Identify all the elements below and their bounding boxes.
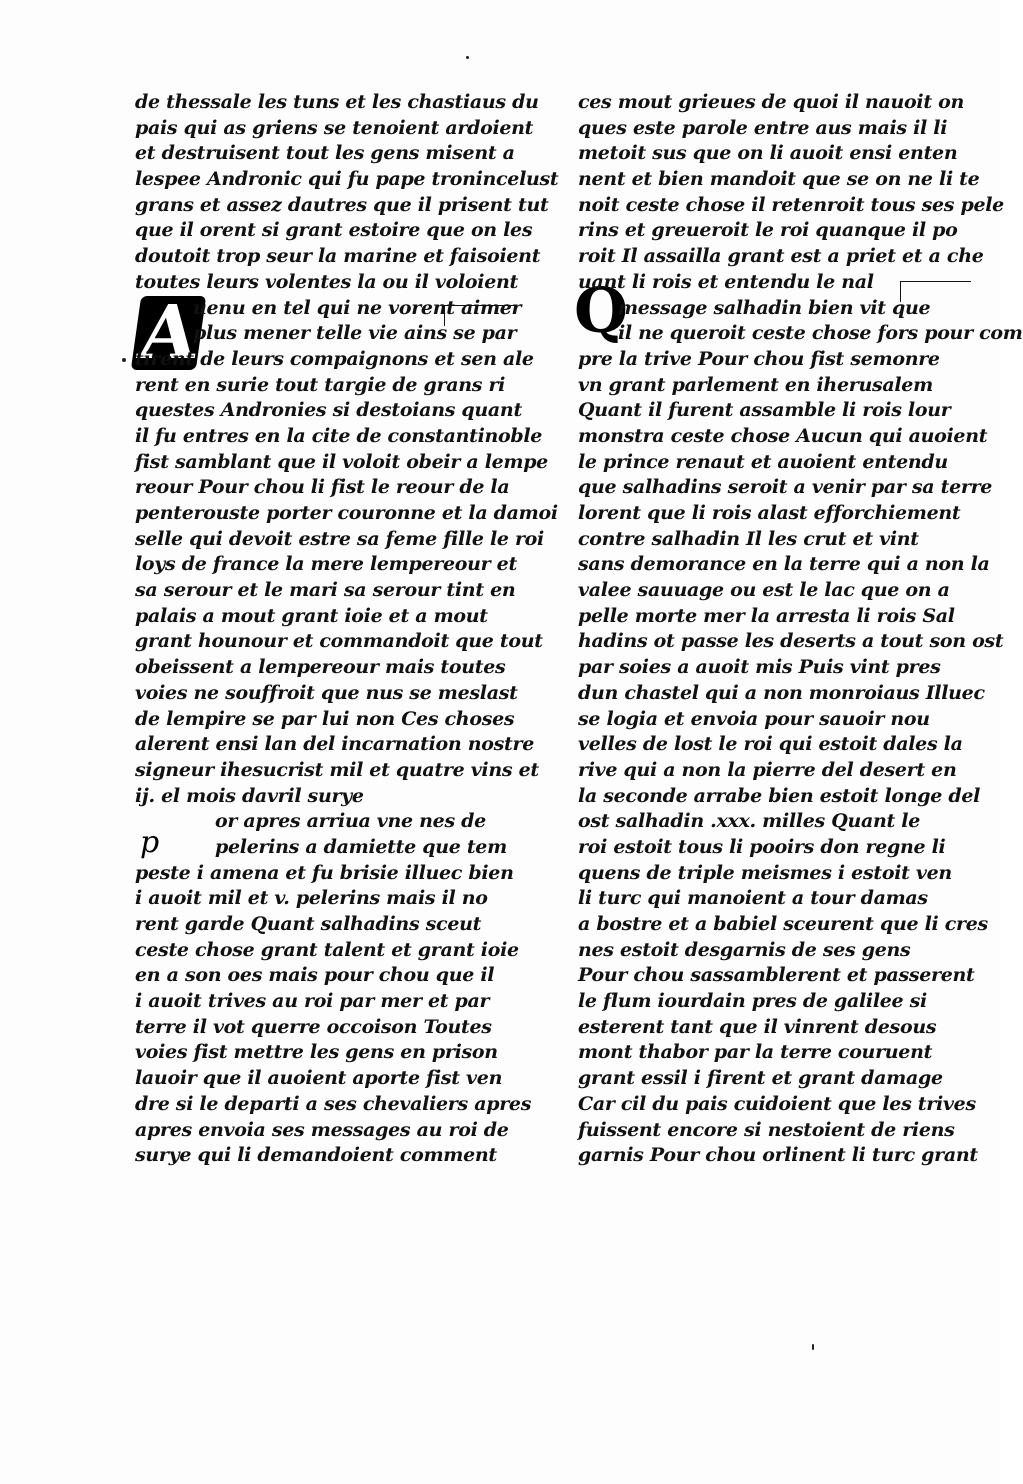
text-line: grans et assez dautres que il prisent tut — [135, 193, 549, 216]
text-line: en a son oes mais pour chou que il — [135, 964, 495, 987]
text-line: ost salhadin .xxx. milles Quant le — [578, 810, 921, 833]
text-line: nes estoit desgarnis de ses gens — [578, 938, 911, 961]
text-line: apres envoia ses messages au roi de — [135, 1118, 509, 1141]
text-line: metoit sus que on li auoit ensi enten — [578, 142, 958, 165]
text-line: fuissent encore si nestoient de riens — [578, 1118, 955, 1141]
text-line: monstra ceste chose Aucun qui auoient — [578, 424, 988, 447]
ink-mark — [812, 1344, 814, 1350]
text-line: le prince renaut et auoient entendu — [578, 450, 948, 473]
text-line: palais a mout grant ioie et a mout — [135, 604, 488, 627]
text-line: quens de triple meismes i estoit ven — [578, 861, 952, 884]
text-line: li turc qui manoient a tour damas — [578, 887, 928, 910]
decorated-initial-a: A — [131, 296, 207, 370]
text-line: tirent de leurs compaignons et sen ale — [135, 347, 534, 370]
text-line: ques este parole entre aus mais il li — [578, 116, 948, 139]
text-line: pais qui as griens se tenoient ardoient — [135, 116, 534, 139]
text-line: noit ceste chose il retenroit tous ses pele — [578, 193, 1004, 216]
text-line: roit Il assailla grant est a priet et a che — [578, 245, 984, 268]
text-line: rins et greueroit le roi quanque il po — [578, 219, 958, 242]
text-line: mont thabor par la terre couruent — [578, 1041, 933, 1064]
text-line: il fu entres en la cite de constantinoble — [135, 424, 543, 447]
text-line: vn grant parlement en iherusalem — [578, 373, 933, 396]
text-line: lauoir que il auoient aporte fist ven — [135, 1067, 503, 1090]
text-line: voies ne souffroit que nus se meslast — [135, 681, 518, 704]
text-line: que il orent si grant estoire que on les — [135, 219, 533, 242]
text-line: or apres arriua vne nes de — [215, 810, 486, 833]
text-line: toutes leurs volentes la ou il voloient — [135, 270, 518, 293]
text-line: obeissent a lempereour mais toutes — [135, 656, 506, 679]
text-line: valee sauuage ou est le lac que on a — [578, 579, 950, 602]
text-line: rent garde Quant salhadins sceut — [135, 913, 482, 935]
text-line: lorent que li rois alast efforchiement — [578, 502, 961, 524]
text-line: i auoit mil et v. pelerins mais il no — [135, 887, 488, 910]
text-line: roi estoit tous li pooirs don regne li — [578, 835, 946, 858]
text-line: pre la trive Pour chou fist semonre — [578, 347, 940, 370]
text-line: grant hounour et commandoit que tout — [135, 630, 543, 653]
text-line: grant essil i firent et grant damage — [578, 1067, 943, 1090]
text-line: et destruisent tout les gens misent a — [135, 142, 515, 165]
text-line: surye qui li demandoient comment — [135, 1144, 497, 1167]
text-line: rent en surie tout targie de grans ri — [135, 373, 506, 396]
text-line: terre il vot querre occoison Toutes — [135, 1015, 492, 1038]
ink-dot — [466, 56, 469, 59]
text-line: pelerins a damiette que tem — [215, 835, 507, 858]
text-line: nent et bien mandoit que se on ne li te — [578, 168, 980, 191]
text-line: Car cil du pais cuidoient que les trives — [578, 1092, 976, 1115]
text-line: hadins ot passe les deserts a tout son ost — [578, 630, 1004, 653]
text-line: loys de france la mere lempereour et — [135, 553, 517, 576]
text-line: voies fist mettre les gens en prison — [135, 1041, 498, 1064]
decorated-initial-q: Q — [574, 274, 629, 347]
guide-letter-p: p — [140, 825, 160, 860]
text-line: il ne queroit ceste chose fors pour com — [618, 322, 1023, 345]
text-line: que salhadins seroit a venir par sa terre — [578, 476, 993, 499]
ink-dot — [122, 358, 126, 362]
text-line: dun chastel qui a non monroiaus Illuec — [578, 681, 985, 704]
text-line: signeur ihesucrist mil et quatre vins et — [135, 758, 539, 781]
text-line: de thessale les tuns et les chastiaus du — [135, 91, 539, 113]
text-line: fist samblant que il voloit obeir a lempe — [135, 450, 548, 473]
text-line: garnis Pour chou orlinent li turc grant — [578, 1144, 978, 1167]
text-line: la seconde arrabe bien estoit longe del — [578, 784, 981, 807]
text-line: de lempire se par lui non Ces choses — [135, 707, 515, 730]
text-line: ij. el mois davril surye — [135, 784, 364, 807]
text-line: lespee Andronic qui fu pape tronincelust — [135, 168, 559, 191]
left-text-column — [135, 90, 559, 1169]
text-line: ces mout grieues de quoi il nauoit on — [578, 91, 965, 113]
text-line: par soies a auoit mis Puis vint pres — [578, 656, 941, 679]
text-line: se logia et envoia pour sauoir nou — [578, 707, 930, 730]
text-line: message salhadin bien vit que — [618, 296, 931, 319]
text-line: selle qui devoit estre sa feme fille le roi — [135, 527, 544, 550]
text-line: penterouste porter couronne et la damoi — [135, 502, 558, 524]
text-line: velles de lost le roi qui estoit dales la — [578, 733, 963, 756]
text-line: le flum iourdain pres de galilee si — [578, 990, 927, 1013]
text-line: plus mener telle vie ains se par — [193, 322, 517, 345]
text-line: ceste chose grant talent et grant ioie — [135, 938, 519, 961]
text-line: rive qui a non la pierre del desert en — [578, 758, 957, 781]
text-line: a bostre et a babiel sceurent que li cres — [578, 913, 988, 935]
text-line: uant li rois et entendu le nal — [578, 270, 874, 293]
text-line: Quant il furent assamble li rois lour — [578, 399, 951, 422]
text-line: i auoit trives au roi par mer et par — [135, 990, 490, 1013]
text-line: questes Andronies si destoians quant — [135, 399, 522, 422]
text-line: esterent tant que il vinrent desous — [578, 1015, 937, 1038]
right-text-column — [578, 90, 1023, 1169]
text-line: Pour chou sassamblerent et passerent — [578, 964, 975, 987]
text-line: pelle morte mer la arresta li rois Sal — [578, 604, 955, 627]
text-line: doutoit trop seur la marine et faisoient — [135, 245, 541, 268]
text-line: peste i amena et fu brisie illuec bien — [135, 861, 514, 884]
text-line: dre si le departi a ses chevaliers apres — [135, 1092, 532, 1115]
text-line: contre salhadin Il les crut et vint — [578, 527, 919, 550]
text-line: reour Pour chou li fist le reour de la — [135, 476, 510, 499]
text-line: sa serour et le mari sa serour tint en — [135, 579, 516, 602]
text-line: sans demorance en la terre qui a non la — [578, 553, 990, 576]
text-line: uenu en tel qui ne vorent aimer — [193, 296, 522, 319]
text-line: alerent ensi lan del incarnation nostre — [135, 733, 535, 756]
